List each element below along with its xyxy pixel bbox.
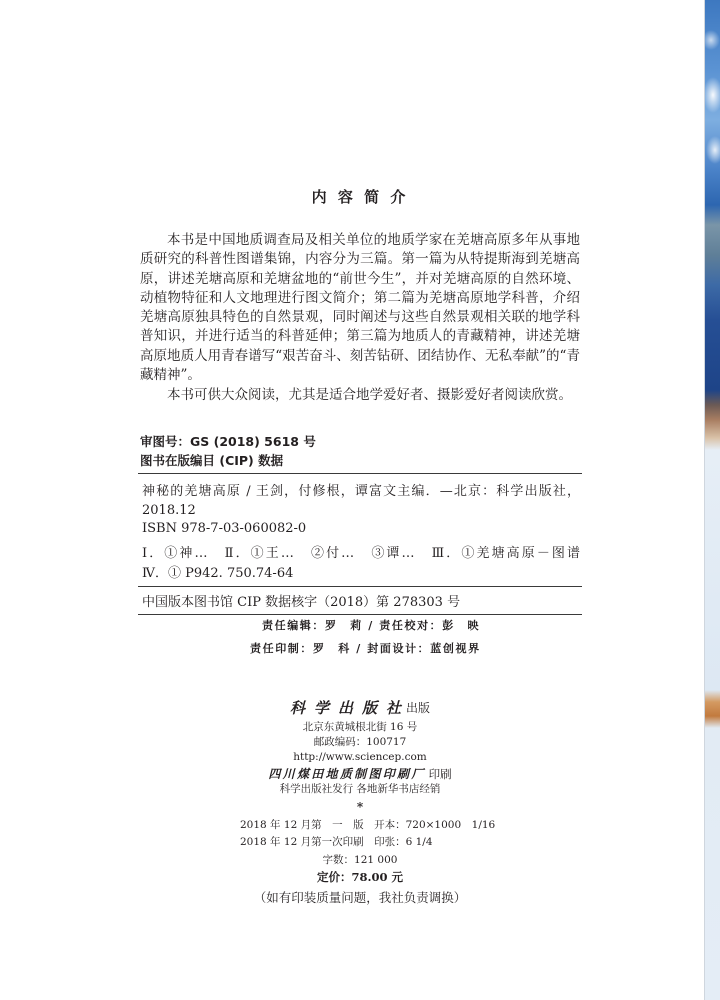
publisher-address: 北京东黄城根北街 16 号 — [302, 721, 418, 733]
printer-line — [0, 765, 720, 783]
publisher-line — [0, 698, 720, 718]
printer-suffix: 印刷 — [428, 767, 452, 781]
cip-classification-number: Ⅳ．① P942. 750.74-64 — [142, 566, 294, 581]
intro-line: 普知识，并进行适当的科普延伸；第三篇为地质人的青藏精神，讲述羌塘 — [140, 328, 580, 345]
credits-printing-cover: 责任印制：罗 科 / 封面设计：蓝创视界 — [250, 642, 481, 655]
printer-name: 四川煤田地质制图印刷厂 — [268, 767, 426, 781]
cip-number: 中国版本图书馆 CIP 数据核字（2018）第 278303 号 — [142, 595, 461, 610]
cip-record-line: 神秘的羌塘高原 / 王剑，付修根，谭富文主编．—北京：科学出版社， — [142, 484, 580, 499]
publisher-logo: 科学出版社 — [289, 699, 410, 717]
publisher-url: http://www.sciencep.com — [293, 751, 427, 763]
intro-paragraph-2: 本书可供大众阅读，尤其是适合地学爱好者、摄影爱好者阅读欣赏。 — [167, 387, 572, 403]
intro-line: 本书是中国地质调查局及相关单位的地质学家在羌塘高原多年从事地 — [167, 232, 580, 248]
publisher-postcode: 邮政编码：100717 — [313, 736, 407, 748]
cip-classification-line: Ⅰ．①神… Ⅱ．①王… ②付… ③谭… Ⅲ．①羌塘高原－图谱 — [142, 546, 580, 561]
edition-info: 2018 年 12 月第 一 版 开本：720×1000 1/16 — [240, 819, 496, 831]
cip-heading: 图书在版编目 (CIP) 数据 — [140, 453, 284, 468]
word-count: 字数：121 000 — [322, 854, 398, 866]
intro-line: 藏精神”。 — [140, 367, 201, 384]
intro-line: 原，讲述羌塘高原和羌塘盆地的“前世今生”，并对羌塘高原的自然环境、 — [140, 270, 580, 287]
cover-photo-strip — [705, 0, 720, 1000]
cip-rule-middle — [138, 586, 582, 587]
publisher-suffix: 出版 — [406, 701, 431, 715]
cip-isbn: ISBN 978-7-03-060082-0 — [142, 521, 307, 536]
intro-line: 羌塘高原独具特色的自然景观，同时阐述与这些自然景观相关联的地学科 — [140, 309, 580, 326]
distribution: 科学出版社发行 各地新华书店经销 — [279, 783, 441, 795]
cip-record-date: 2018.12 — [142, 503, 196, 518]
price: 定价：78.00 元 — [316, 870, 403, 884]
credits-editor-proofreader: 责任编辑：罗 莉 / 责任校对：彭 映 — [262, 619, 481, 632]
intro-line: 质研究的科普性图谱集锦，内容分为三篇。第一篇为从特提斯海到羌塘高 — [140, 251, 580, 268]
intro-paragraph — [140, 231, 580, 385]
quality-note: （如有印装质量问题，我社负责调换） — [253, 890, 467, 905]
printing-info: 2018 年 12 月第一次印刷 印张：6 1/4 — [240, 836, 433, 848]
intro-line: 动植物特征和人文地理进行图文简介；第二篇为羌塘高原地学科普，介绍 — [140, 289, 580, 306]
map-review-number: 审图号：GS (2018) 5618 号 — [140, 434, 316, 449]
cip-rule-bottom — [138, 614, 582, 615]
intro-title: 内 容 简 介 — [311, 188, 409, 206]
separator-asterisk: * — [356, 800, 364, 814]
intro-line: 高原地质人用青春谱写“艰苦奋斗、刻苦钻研、团结协作、无私奉献”的“青 — [140, 347, 580, 364]
cip-rule-top — [138, 473, 582, 474]
